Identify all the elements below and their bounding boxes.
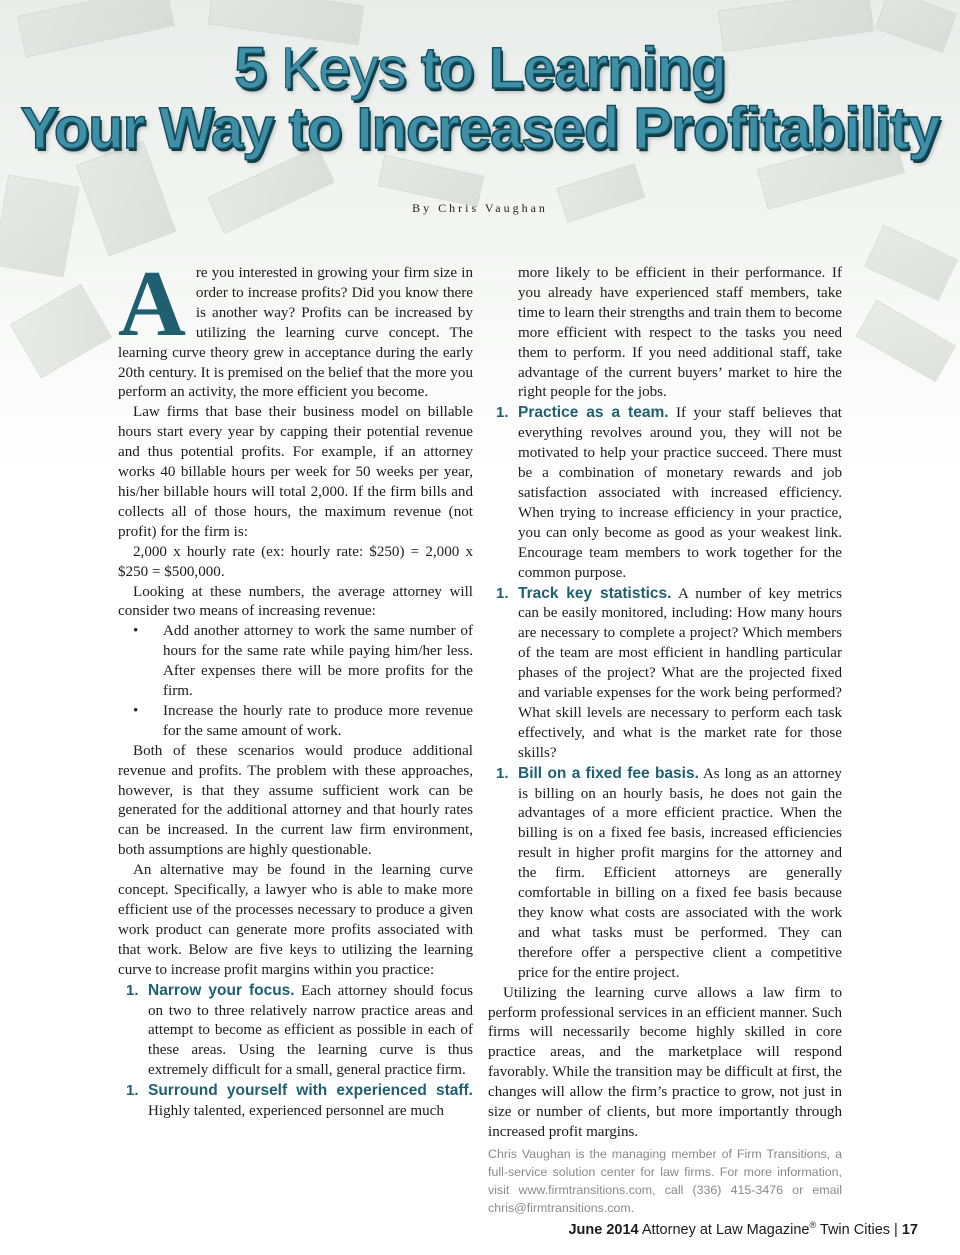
- magazine-region: Twin Cities: [819, 1221, 891, 1238]
- paragraph-revenue-formula: 2,000 x hourly rate (ex: hourly rate: $250) = 2,000 x $250 = $500,000.: [118, 543, 473, 580]
- key-body: A number of key metrics can be easily monitored, including: How many hours are necessary to complete a project? Which members of the team are most efficient in handling particular phases of the project? What are the projected fixed and variable expenses for the work being performed? What skill levels are necessary to perform each task effectively, and what is the market rate for those skills?: [518, 585, 842, 761]
- paragraph-two-means: Looking at these numbers, the average attorney will consider two means of increasing revenue:: [118, 583, 473, 620]
- paragraph-alternative: An alternative may be found in the learning curve concept. Specifically, a lawyer who is able to make more efficient use of the processes necessary to produce a given work product can generate more profits associated with that work. Below are five keys to utilizing the learning curve to increase profit margins within you practice:: [118, 862, 473, 978]
- background-money-bill: [378, 155, 484, 208]
- footer-separator: |: [894, 1221, 898, 1238]
- paragraph-conclusion: Utilizing the learning curve allows a law firm to perform professional services in an efficient manner. Such firms will necessarily become highly skilled in core practice areas, and the marketplace will respond favorably. While the transition may be difficult at first, the changes will allow the firm’s practice to grow, not just in size or number of clients, but more importantly through increased profit margins.: [488, 984, 842, 1140]
- keys-list: [118, 981, 473, 1122]
- key-number: 1.: [496, 764, 509, 782]
- bullet-icon: •: [133, 623, 139, 640]
- author-bio: Chris Vaughan is the managing member of Firm Transitions, a full-service solution center for law firms. For more information, visit www.firmtransitions.com, call (336) 415-3476 or email chris@firmtransitions.com.: [488, 1146, 842, 1215]
- page-number: 17: [901, 1221, 918, 1238]
- magazine-name: Attorney at Law Magazine: [641, 1221, 810, 1238]
- intro-paragraph-text: re you interested in growing your firm size in order to increase profits? Did you know there is another way? Profits can be increased by utilizing the learning curve concept. The learning curve theory grew in acceptance during the early 20th century. It is premised on the belief that the more you perform an activity, the more efficient you become.: [118, 265, 473, 401]
- background-money-bill: [0, 174, 79, 277]
- key-heading: Practice as a team.: [518, 404, 669, 422]
- key-body: Each attorney should focus on two to three relatively narrow practice areas and attempt to become as efficient as possible in each of these areas. Using the learning curve is thus extremely difficult for a small, general practice firm.: [148, 982, 473, 1079]
- right-column: [488, 264, 842, 1217]
- intro-paragraph: [118, 252, 473, 403]
- key-body: If your staff believes that everything revolves around you, they will not be motivated to help your practice succeed. There must be a combination of monetary rewards and job satisfaction associated with increased efficiency. When trying to increase efficiency in your practice, you can only become as good as your weakest link. Encourage team members to work together for the common purpose.: [518, 405, 842, 581]
- key-body: Highly talented, experienced personnel are much: [148, 1103, 444, 1120]
- list-item: • Add another attorney to work the same number of hours for the same rate while paying him/her less. After expenses there will be more profits for the firm.: [133, 623, 473, 700]
- title-line-1: [0, 36, 960, 101]
- paragraph-billable-hours: Law firms that base their business model on billable hours start every year by capping their potential revenue and thus potential profits. For example, if an attorney works 40 billable hours per week for 50 weeks per year, his/her billable hours will total 2,000. If the firm bills and collects all of those hours, the maximum revenue (not profit) for the firm is:: [118, 404, 473, 540]
- key-item-fixed-fee: [488, 764, 842, 984]
- drop-cap: A: [118, 252, 186, 356]
- list-item: • Increase the hourly rate to produce more revenue for the same amount of work.: [133, 702, 473, 739]
- page-footer: [568, 1220, 918, 1238]
- key-number: 1.: [496, 404, 509, 422]
- bullet-icon: •: [133, 702, 139, 719]
- key-item-experienced-staff: [118, 1081, 473, 1122]
- registered-mark: ®: [809, 1220, 817, 1230]
- key-number: 1.: [496, 584, 509, 602]
- background-money-bill: [864, 225, 958, 301]
- issue-date: June 2014: [568, 1221, 639, 1238]
- title-number: 5: [234, 36, 266, 101]
- key-heading: Bill on a fixed fee basis.: [518, 764, 699, 782]
- key-number: 1.: [126, 1082, 139, 1100]
- title-to-learning: to Learning: [420, 36, 726, 101]
- background-money-bill: [10, 284, 112, 379]
- title-keys-word: Keys: [280, 36, 406, 101]
- paragraph-scenarios: Both of these scenarios would produce additional revenue and profits. The problem with these approaches, however, is that they assume sufficient work can be generated for the additional attorney and that hourly rates can be increased. In the current law firm environment, both assumptions are highly questionable.: [118, 742, 473, 859]
- key-number: 1.: [126, 981, 139, 999]
- key-item-track-statistics: [488, 584, 842, 764]
- background-money-bill: [856, 300, 957, 382]
- key-item-narrow-focus: [118, 981, 473, 1082]
- key-item-experienced-staff-continued: [488, 264, 842, 403]
- key-body: As long as an attorney is billing on an hourly basis, he does not gain the advantages of a more efficient practice. When the billing is on a fixed fee basis, increased efficiencies result in higher profit margins for the attorney and the firm. Efficient attorneys are generally comfortable in billing on a fixed fee basis because they know what costs are associated with the work and what tasks must be performed. They can therefore offer a perspective client a competitive price for the entire project.: [518, 765, 842, 981]
- left-column: [118, 252, 473, 1122]
- key-body-continued: more likely to be efficient in their performance. If you already have experienced staff members, take time to learn their strengths and train them to become more efficient with respect to the tasks you need them to perform. If you need additional staff, take advantage of the current buyers’ market to hire the right people for the jobs.: [518, 265, 842, 401]
- byline: By Chris Vaughan: [412, 201, 548, 215]
- keys-list-continued: [488, 264, 842, 984]
- title-line-2: Your Way to Increased Profitability: [20, 96, 940, 161]
- key-heading: Surround yourself with experienced staff.: [148, 1082, 473, 1100]
- key-heading: Track key statistics.: [518, 584, 672, 602]
- revenue-options-list: [118, 622, 473, 741]
- key-item-practice-team: [488, 403, 842, 583]
- article-title: [0, 36, 960, 161]
- key-heading: Narrow your focus.: [148, 981, 295, 999]
